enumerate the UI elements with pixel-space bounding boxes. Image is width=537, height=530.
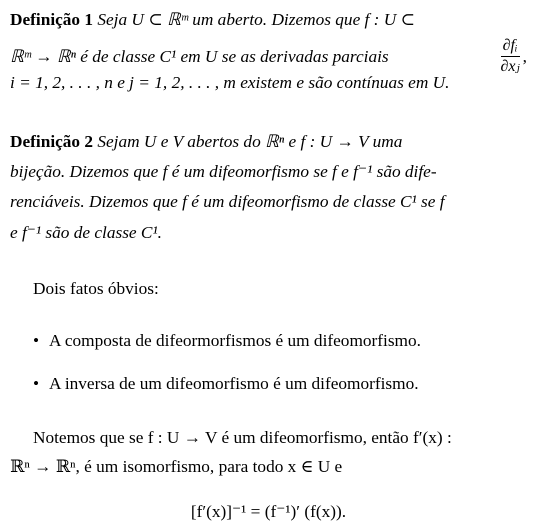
note-line-1: Notemos que se f : U → V é um difeomorfismo, então f′(x) : <box>33 428 452 447</box>
bullet-icon: • <box>33 374 40 393</box>
def1-lead: Definição 1 <box>10 10 94 29</box>
def2-text-1: Sejam U e V abertos do ℝⁿ e f : U → V uma <box>97 132 403 151</box>
def2-line-3: renciáveis. Dizemos que f é um difeomorfismo de classe C¹ se f <box>10 192 445 211</box>
partial-derivative-fraction <box>498 38 521 75</box>
bullet-text-2: A inversa de um difeomorfismo é um difeomorfismo. <box>49 374 419 393</box>
def2-lead: Definição 2 <box>10 132 94 151</box>
def2-line-4: e f⁻¹ são de classe C¹. <box>10 223 162 242</box>
def1-text-2: ℝᵐ → ℝⁿ é de classe C¹ em U se as derivadas parciais <box>10 46 389 66</box>
def1-line-1 <box>10 11 527 28</box>
bullet-icon: • <box>33 331 40 350</box>
def2-line-1 <box>10 133 527 150</box>
def1-text-1: Seja U ⊂ ℝᵐ um aberto. Dizemos que f : U ⊂ <box>97 10 416 29</box>
list-item <box>33 375 419 392</box>
list-item <box>33 332 421 349</box>
def1-line-2: ℝᵐ → ℝⁿ é de classe C¹ em U se as derivadas parciais $\frac{\text{∂fᵢ}}{\text{∂xⱼ}}$ , <box>10 37 527 75</box>
def1-line-3: i = 1, 2, . . . , n e j = 1, 2, . . . , m existem e são contínuas em U. <box>10 73 450 92</box>
bullet-text-1: A composta de difeormorfismos é um difeomorfismo. <box>49 331 421 350</box>
note-line-2: ℝⁿ → ℝⁿ, é um isomorfismo, para todo x ∈ U e <box>10 457 343 476</box>
facts-intro: Dois fatos óbvios: <box>33 279 159 298</box>
display-equation: [f′(x)]⁻¹ = (f⁻¹)′ (f(x)). <box>190 502 347 521</box>
fraction-numerator: ∂fᵢ <box>501 38 520 57</box>
def2-line-2: bijeção. Dizemos que f é um difeomorfismo se f e f⁻¹ são dife- <box>10 162 437 181</box>
fraction-denominator: ∂xⱼ <box>500 58 520 75</box>
